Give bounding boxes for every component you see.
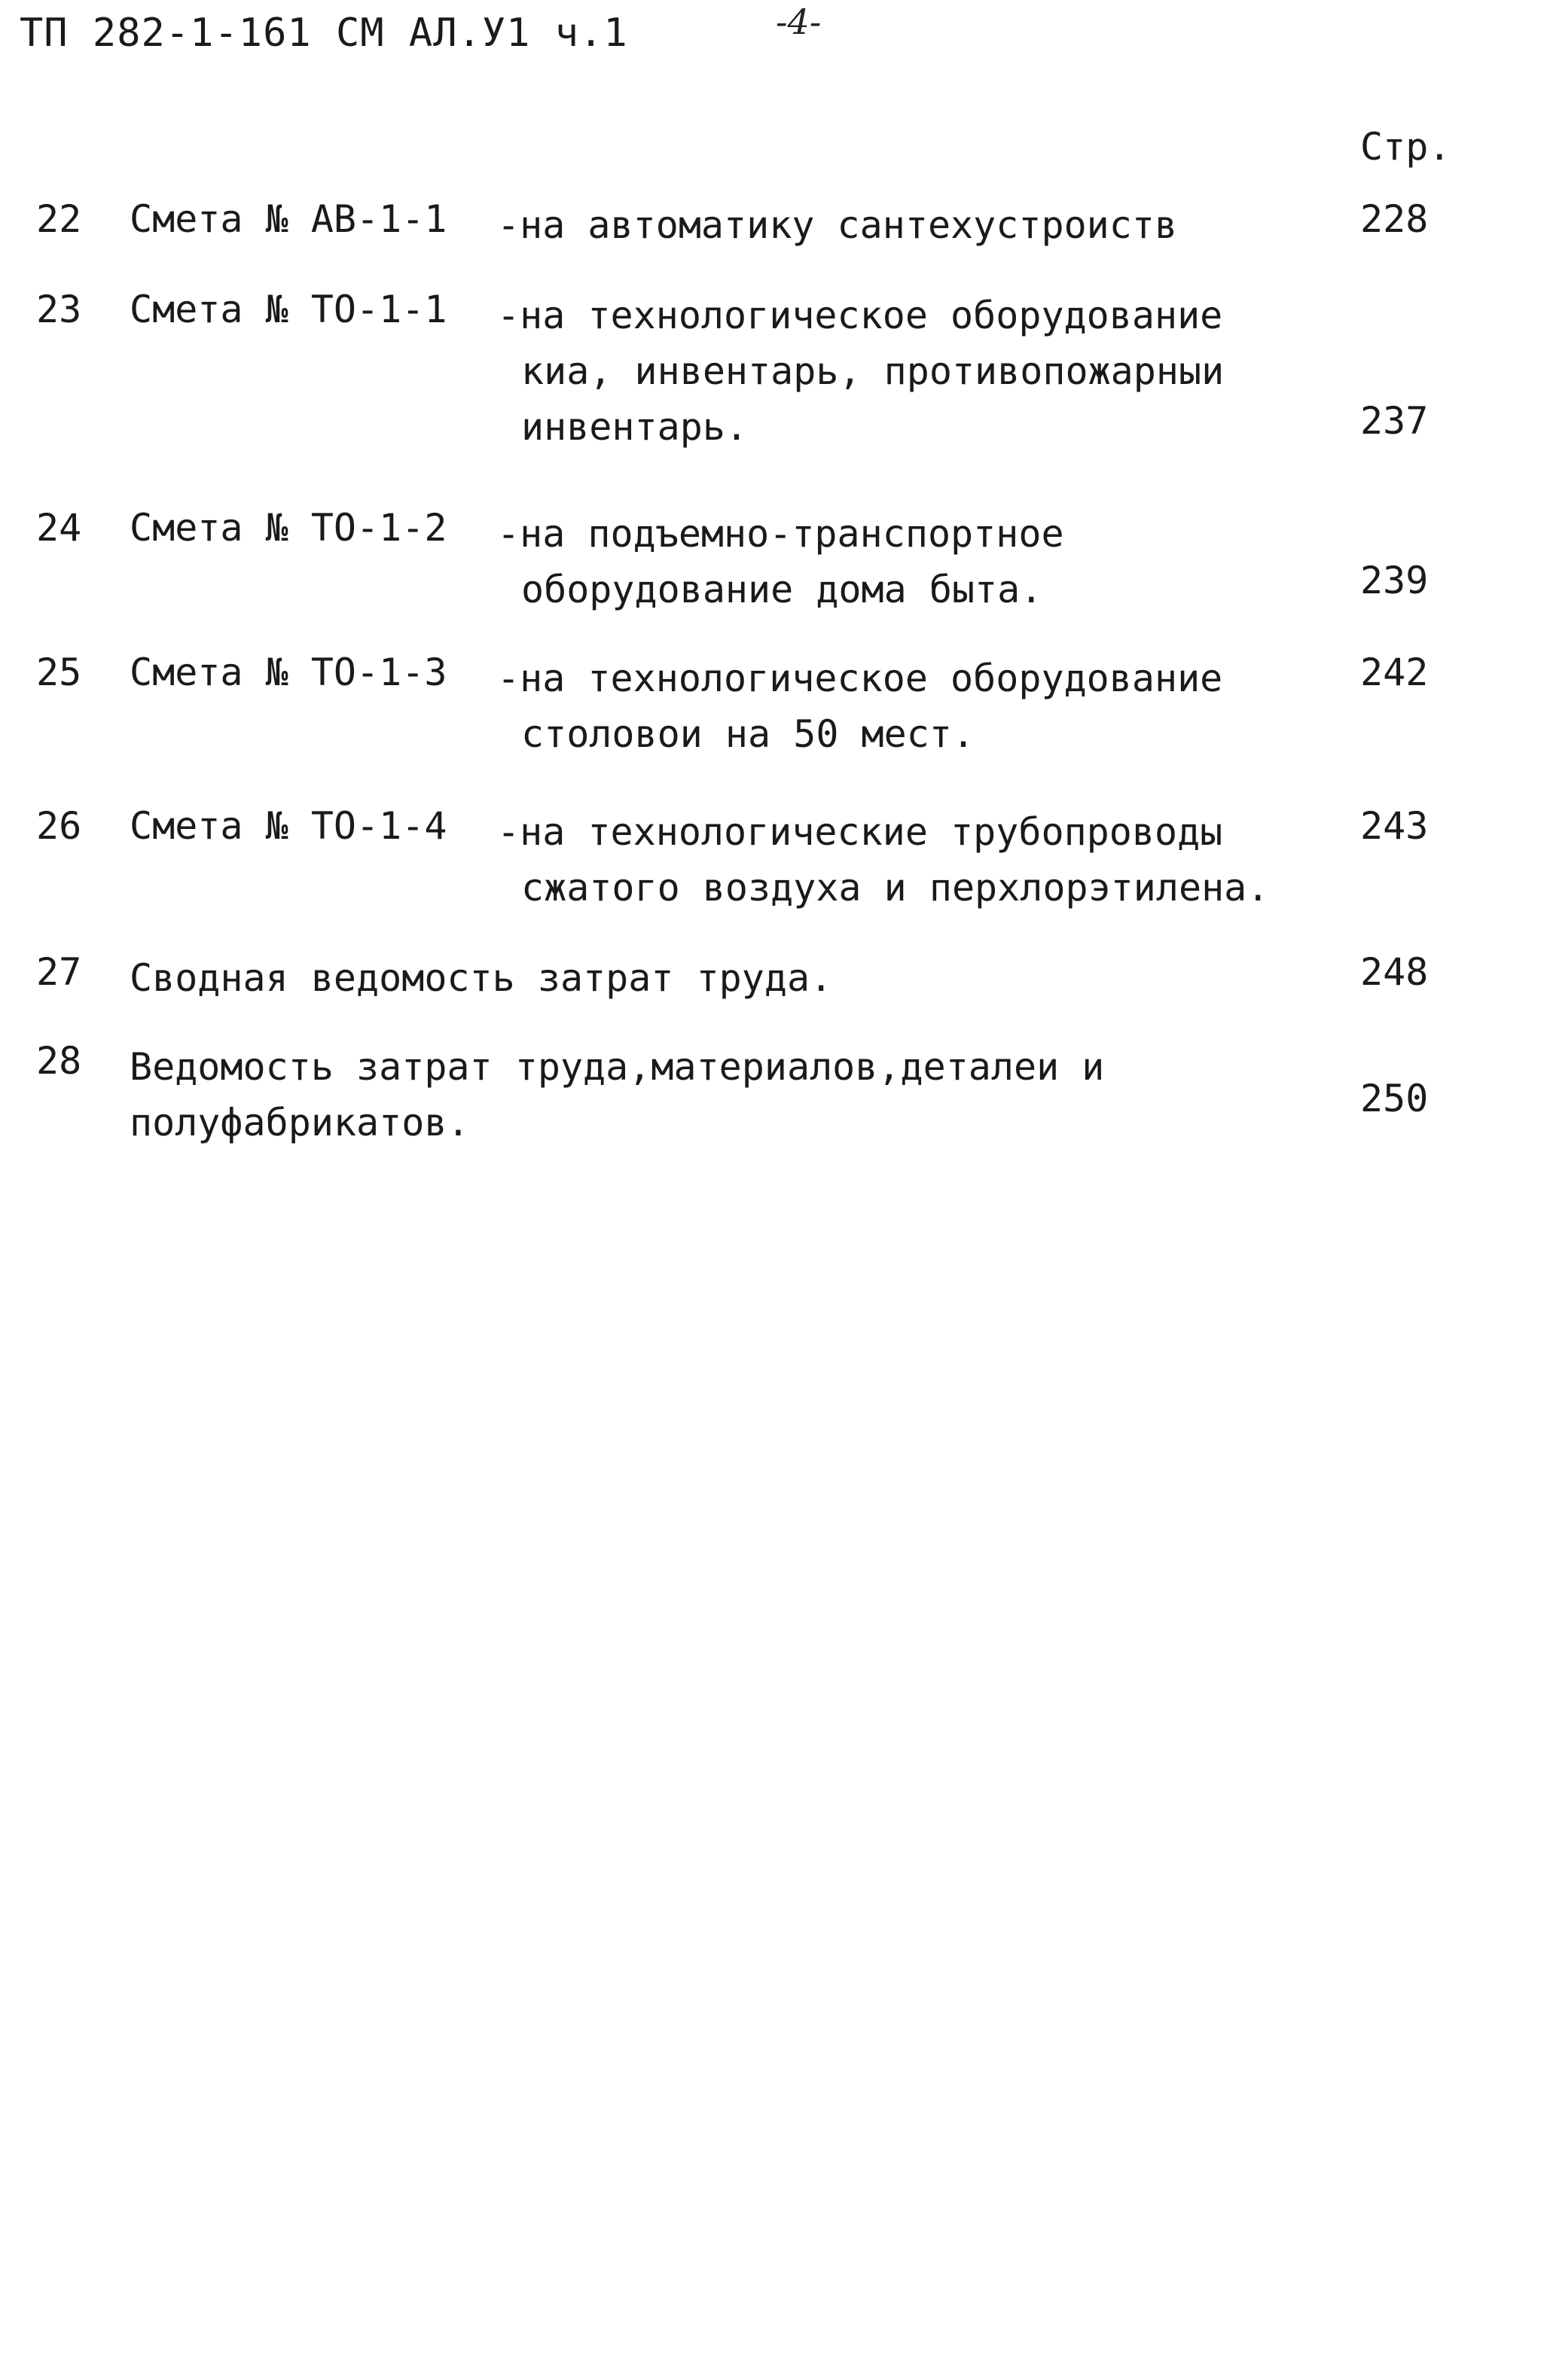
entry-code: Смета № ТО-1-3 [130, 651, 447, 694]
entry-number: 28 [36, 1039, 82, 1083]
entry-description-line: -на технологические трубопроводы [497, 810, 1223, 854]
entry-page: 243 [1360, 804, 1429, 848]
entry-description-line: оборудование дома быта. [521, 568, 1043, 611]
entry-description-line: полуфабрикатов. [130, 1101, 470, 1144]
entry-number: 24 [36, 506, 82, 550]
entry-description [497, 804, 1269, 916]
entry-description-line: сжатого воздуха и перхлорэтилена. [521, 866, 1270, 910]
entry-description [497, 651, 1222, 762]
entry-description-line: Сводная ведомость затрат труда. [130, 956, 833, 1000]
entry-page: 248 [1360, 950, 1429, 994]
entry-page: 228 [1360, 197, 1429, 241]
entry-code: Смета № ТО-1-4 [130, 804, 447, 848]
entry-code: Смета № ТО-1-2 [130, 506, 447, 550]
entry-description [497, 197, 1177, 253]
entry-page: 242 [1360, 651, 1429, 694]
entry-description-line: инвентарь. [521, 405, 749, 449]
entry-description-line: столовои на 50 мест. [521, 712, 975, 756]
entry-description [497, 288, 1224, 455]
entry-description-line: -на технологическое оборудование [497, 294, 1223, 337]
entry-description-line: -на технологическое оборудование [497, 657, 1223, 700]
page-number: -4- [776, 2, 822, 42]
entry-page: 239 [1360, 559, 1429, 602]
page-column-header: Стр. [1360, 125, 1451, 169]
entry-number: 25 [36, 651, 82, 694]
entry-description [497, 506, 1064, 617]
entry-code: Смета № АВ-1-1 [130, 197, 447, 241]
entry-number: 23 [36, 288, 82, 331]
entry-code: Смета № ТО-1-1 [130, 288, 447, 331]
entry-description-line: киа, инвентарь, противопожарныи [521, 349, 1225, 393]
entry-number: 22 [36, 197, 82, 241]
entry-description-line: -на подъемно-транспортное [497, 512, 1064, 556]
entry-page: 250 [1360, 1077, 1429, 1120]
entry-page: 237 [1360, 399, 1429, 443]
entry-description [130, 1039, 1104, 1150]
entry-description-line: Ведомость затрат труда,материалов,деталеи и [130, 1045, 1105, 1089]
entry-description [130, 950, 832, 1006]
document-code: ТП 282-1-161 СМ АЛ.У1 ч.1 [20, 11, 628, 56]
entry-description-line: -на автоматику сантехустроиств [497, 203, 1178, 247]
entry-number: 27 [36, 950, 82, 994]
entry-number: 26 [36, 804, 82, 848]
